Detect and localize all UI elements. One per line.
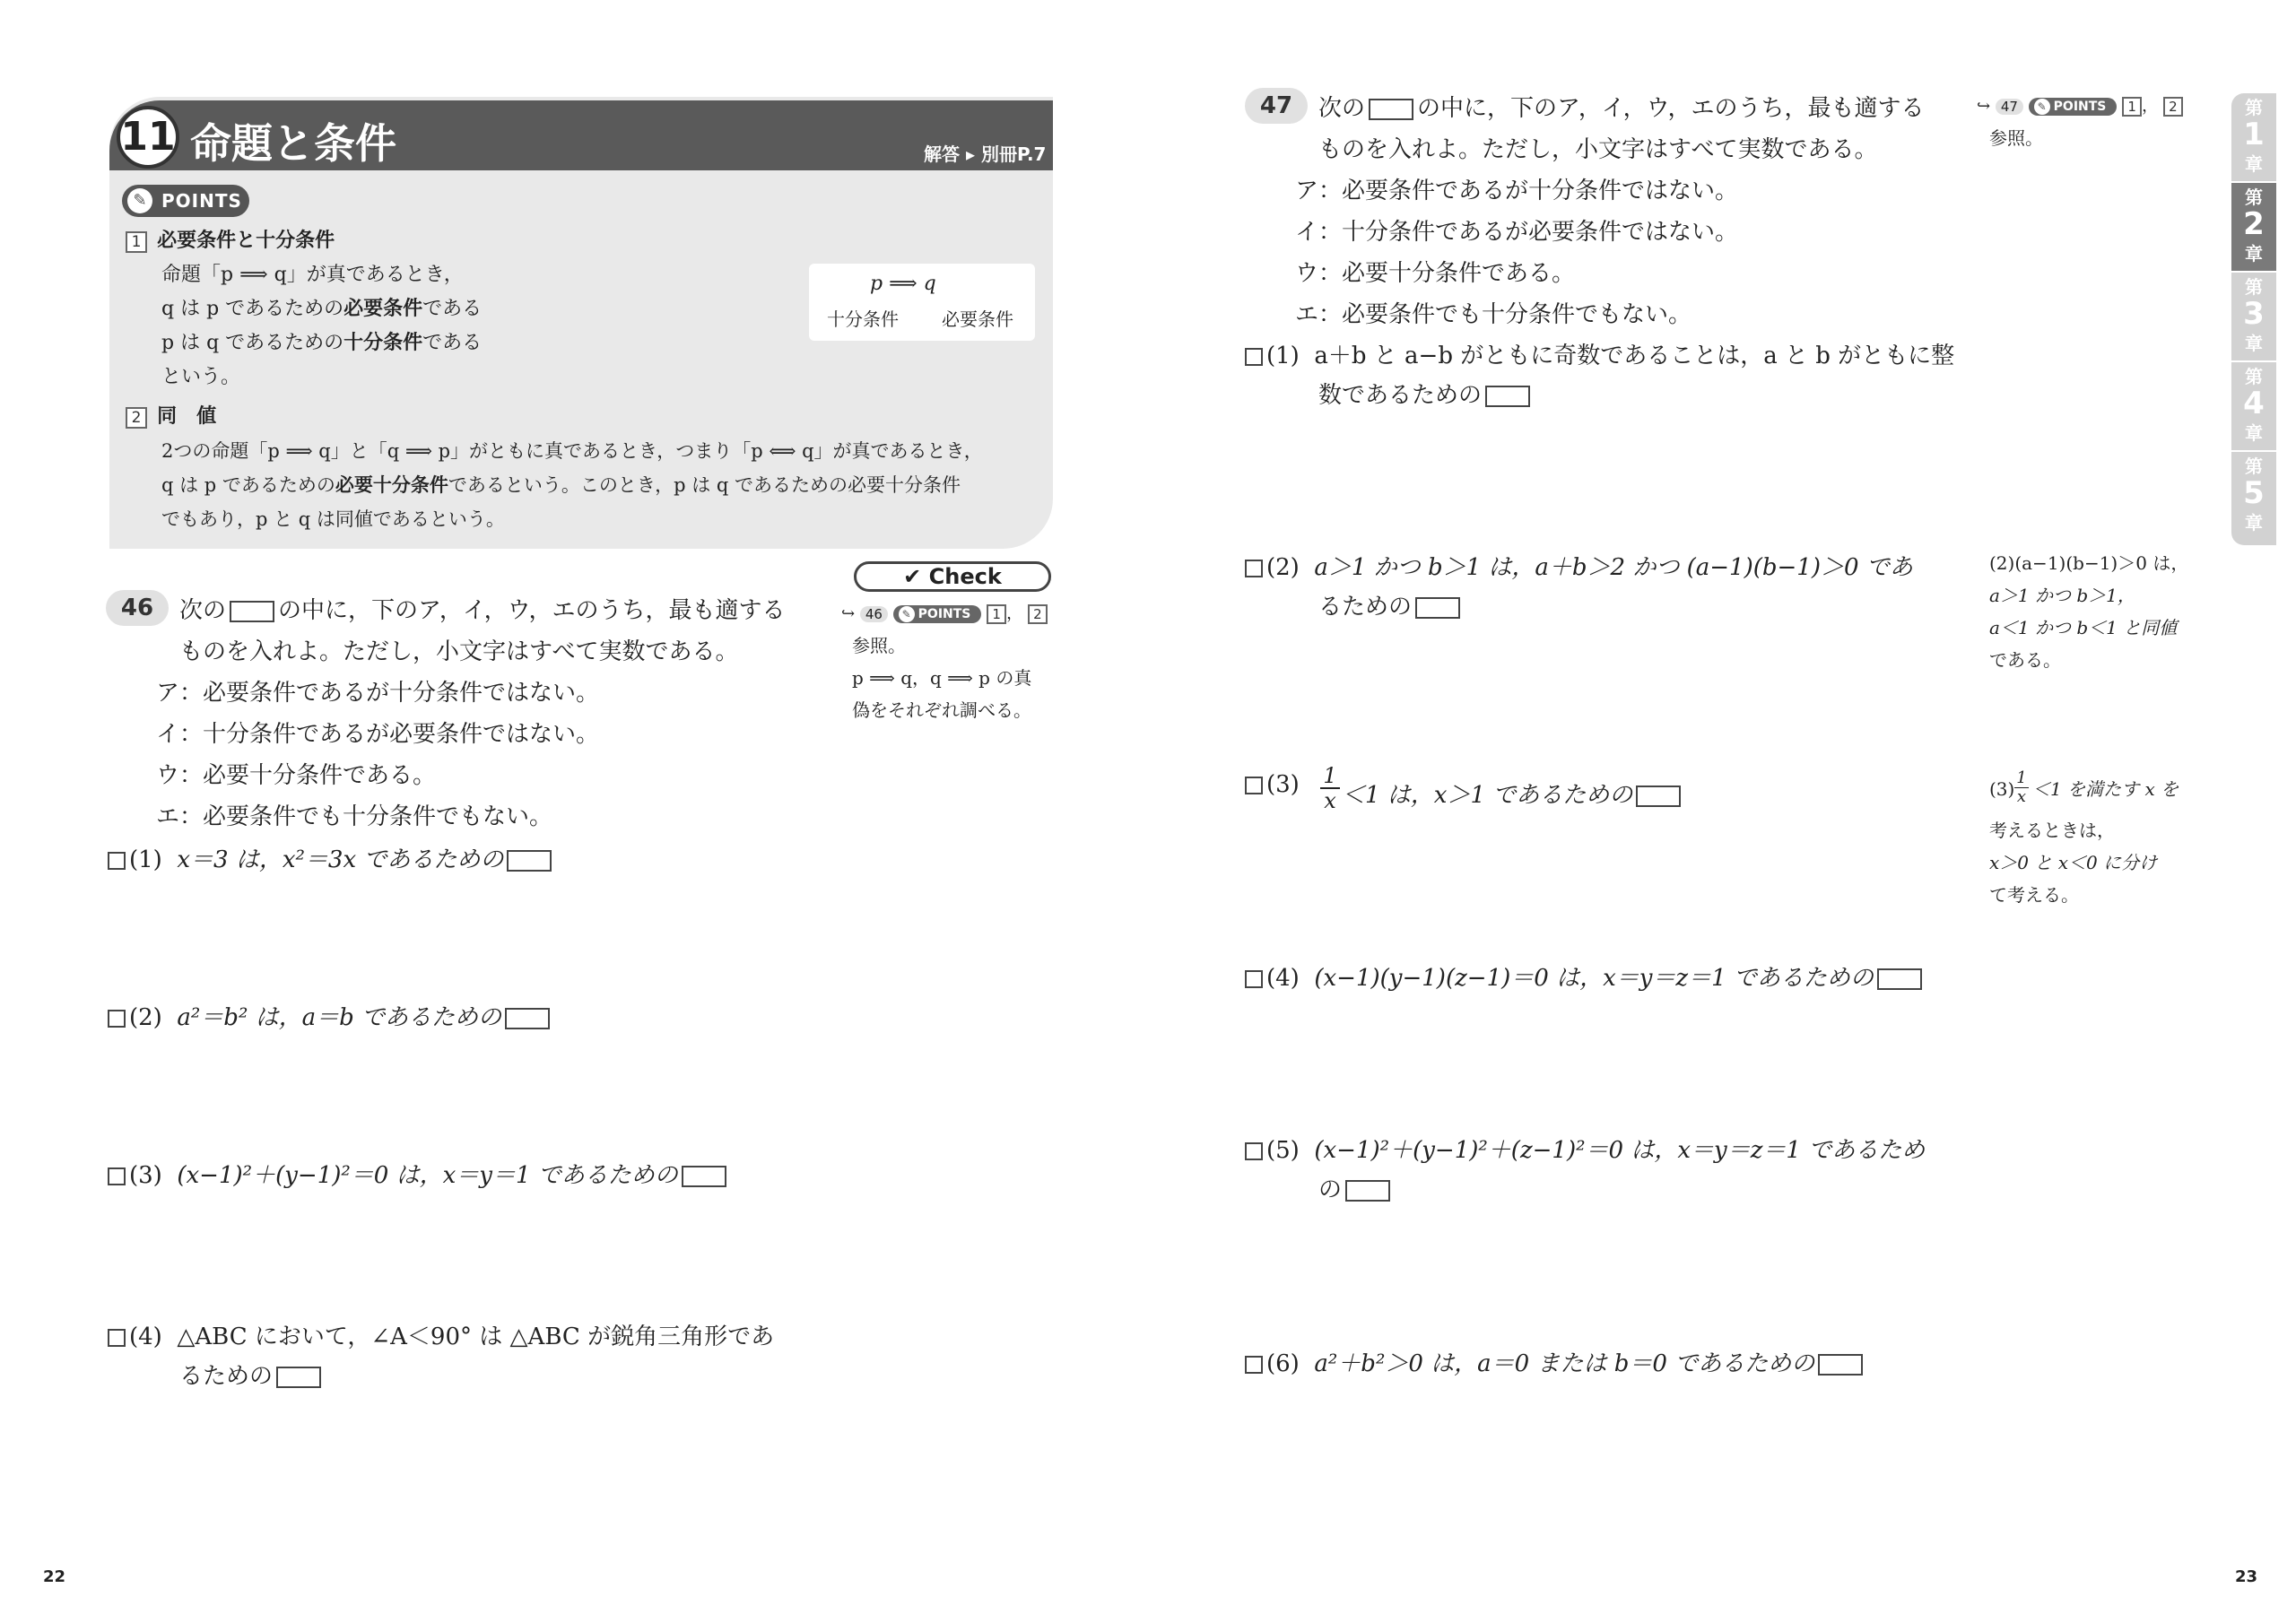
text: q は p であるための	[161, 474, 335, 496]
tab-kanji: 章	[2245, 422, 2263, 444]
p47-sankou: 参照。	[1989, 127, 2043, 149]
ref-points-text: POINTS	[918, 607, 971, 621]
answer-blank[interactable]	[1877, 968, 1922, 990]
item-1-line-2	[161, 292, 482, 326]
section-number: 11	[117, 106, 179, 169]
answer-blank	[1369, 99, 1413, 120]
checkbox[interactable]	[1245, 777, 1263, 794]
item-heading: 必要条件と十分条件	[157, 230, 335, 252]
text: 次の	[1318, 95, 1366, 122]
p46-option-c: ウ：必要十分条件である。	[156, 762, 437, 789]
p47-question-4	[1245, 959, 1926, 993]
sufficient-condition: 十分条件	[344, 332, 423, 354]
pencil-icon: ✎	[899, 606, 915, 622]
item-heading: 同 値	[157, 405, 217, 428]
p47-option-d: エ：必要条件でも十分条件でもない。	[1295, 301, 1692, 328]
p46-question-1	[108, 841, 555, 874]
p47-question-3	[1245, 771, 1314, 798]
item-2-line-1: 2つの命題「p ⟹ q」と「q ⟹ p」がともに真であるとき，つまり「p ⟺ q」が真であるとき，	[161, 440, 983, 462]
checkbox[interactable]	[1245, 560, 1263, 577]
question-label: (6)	[1266, 1350, 1300, 1377]
question-label: (1)	[129, 846, 162, 873]
text: 次の	[179, 597, 227, 624]
item-number: 1	[126, 231, 147, 253]
answer-blank[interactable]	[276, 1367, 321, 1388]
question-label: (5)	[1266, 1137, 1300, 1164]
p46-question-3	[108, 1157, 730, 1190]
text: の中に，下のア，イ，ウ，エのうち，最も適する	[278, 597, 786, 624]
ref-points-text: POINTS	[2053, 100, 2107, 114]
answer-blank[interactable]	[1818, 1354, 1863, 1376]
tab-number: 4	[2243, 386, 2265, 421]
text: q は p であるための	[161, 298, 344, 320]
question-text: るための	[179, 1363, 274, 1390]
ref-points	[2029, 98, 2118, 116]
text: p は q であるための	[161, 332, 344, 354]
pencil-icon: ✎	[127, 188, 152, 213]
tab-kanji: 第	[2245, 456, 2263, 477]
p46-option-a: ア：必要条件であるが十分条件ではない。	[156, 680, 600, 707]
ref-num-2: 2	[2163, 97, 2183, 117]
necessary-sufficient-condition: 必要十分条件	[335, 474, 448, 496]
item-1-line-3	[161, 326, 482, 360]
checkbox[interactable]	[1245, 1142, 1263, 1160]
page-number-left: 22	[43, 1567, 66, 1586]
chapter-tab-3[interactable]	[2231, 273, 2276, 360]
question-text: (x−1)(y−1)(z−1)＝0 は，x＝y＝z＝1 であるための	[1314, 965, 1874, 992]
checkbox[interactable]	[108, 852, 126, 870]
answer-blank[interactable]	[1636, 785, 1681, 807]
item-1-line-4: という。	[161, 366, 241, 388]
p47-option-b: イ：十分条件であるが必要条件ではない。	[1295, 219, 1739, 246]
p47-option-a: ア：必要条件であるが十分条件ではない。	[1295, 178, 1739, 204]
question-label: (4)	[1266, 965, 1300, 992]
p46-question-4-cont	[179, 1358, 325, 1391]
p47-reference: ↪ 47 ✎ POINTS 1 ， 2	[1977, 93, 2183, 117]
text: であるという。このとき，p は q であるための必要十分条件	[448, 474, 961, 496]
checkbox[interactable]	[1245, 970, 1263, 988]
check-icon: ✔	[903, 564, 922, 589]
p47-note-3-line-1: ＜1 を満たす x を	[2032, 778, 2179, 800]
p47-q3-fraction	[1320, 764, 1340, 812]
section-title: 命題と条件	[190, 119, 396, 168]
question-label: (2)	[1266, 554, 1300, 581]
p47-note-3-prefix: (3)	[1989, 778, 2015, 800]
p46-intro-line-2: ものを入れよ。ただし，小文字はすべて実数である。	[179, 638, 739, 665]
item-2-line-2	[161, 468, 961, 502]
tab-kanji: 第	[2245, 366, 2263, 387]
answer-blank[interactable]	[1485, 386, 1530, 407]
p47-intro-line-1	[1318, 90, 1925, 123]
p47-note-3-line-4: て考える。	[1989, 884, 2079, 906]
problem-number-47: 47	[1245, 88, 1308, 124]
p47-question-1-cont	[1318, 377, 1534, 410]
arrow-icon: ↪	[1977, 97, 1991, 116]
item-2-line-3: でもあり，p と q は同値であるという。	[161, 508, 505, 530]
chapter-tab-4[interactable]	[2231, 362, 2276, 450]
arrow-icon: ↪	[841, 604, 856, 623]
fraction-denominator: x	[1324, 788, 1336, 813]
points-item-2	[126, 400, 216, 434]
p47-question-2	[1245, 549, 1913, 582]
ref-problem-number: 47	[1996, 99, 2023, 115]
page-number-right: 23	[2235, 1567, 2258, 1586]
answer-reference: 解答 ▸ 別冊P.7	[924, 143, 1047, 165]
check-label	[854, 561, 1051, 592]
p47-note-2-line-2: a＞1 かつ b＞1，	[1989, 585, 2135, 606]
checkbox[interactable]	[108, 1329, 126, 1347]
question-label: (3)	[1266, 771, 1300, 798]
p47-note-3-line-2: 考えるときは，	[1989, 820, 2115, 841]
pencil-icon: ✎	[2034, 99, 2050, 115]
p46-question-2	[108, 999, 553, 1032]
tab-number: 5	[2243, 475, 2265, 511]
p47-note-2-line-3: a＜1 かつ b＜1 と同値	[1989, 617, 2178, 638]
tab-number: 3	[2243, 296, 2265, 332]
p47-question-3-text	[1342, 777, 1684, 810]
p47-note-2-line-4: である。	[1989, 649, 2061, 671]
answer-blank[interactable]	[1345, 1180, 1390, 1202]
fraction-numerator: 1	[2014, 769, 2029, 788]
check-reference: ↪ 46 ✎ POINTS 1 ， 2	[841, 601, 1048, 624]
checkbox[interactable]	[108, 1010, 126, 1028]
question-text: の	[1318, 1176, 1343, 1203]
text: である	[422, 332, 483, 354]
p47-question-2-cont	[1318, 588, 1464, 621]
tab-kanji: 章	[2245, 243, 2263, 265]
ref-num-2: 2	[1028, 604, 1048, 624]
diagram-implication: p ⟹ q	[870, 273, 936, 295]
chapter-tab-1[interactable]	[2231, 93, 2276, 181]
p46-question-4	[108, 1318, 774, 1351]
fraction-denominator: x	[2016, 787, 2027, 806]
question-text: るための	[1318, 594, 1413, 621]
question-text: ＜1 は，x＞1 であるための	[1342, 782, 1633, 809]
p47-question-5-cont	[1318, 1171, 1394, 1204]
p47-intro-line-2: ものを入れよ。ただし，小文字はすべて実数である。	[1318, 136, 1878, 163]
check-note-1: p ⟹ q，q ⟹ p の真	[852, 667, 1032, 689]
p47-question-5	[1245, 1132, 1925, 1165]
question-text: x＝3 は，x²＝3x であるための	[177, 846, 504, 873]
tab-kanji: 第	[2245, 187, 2263, 208]
question-text: (x−1)²＋(y−1)²＝0 は，x＝y＝1 であるための	[177, 1162, 678, 1189]
p47-note-2-line-1: (2)(a−1)(b−1)＞0 は，	[1989, 552, 2189, 574]
question-label: (4)	[129, 1324, 162, 1350]
answer-blank	[230, 601, 274, 622]
ref-problem-number: 46	[860, 606, 888, 622]
answer-blank[interactable]	[682, 1166, 726, 1187]
text: である	[422, 298, 483, 320]
p47-question-6	[1245, 1345, 1866, 1378]
p46-intro-line-1	[179, 592, 786, 625]
diagram-necessary: 必要条件	[942, 308, 1013, 330]
question-text: a＞1 かつ b＞1 は，a＋b＞2 かつ (a−1)(b−1)＞0 であ	[1314, 554, 1913, 581]
question-text: a²＝b² は，a＝b であるための	[177, 1004, 502, 1031]
question-label: (3)	[129, 1162, 162, 1189]
chapter-tab-2[interactable]	[2231, 183, 2276, 271]
question-text: (x−1)²＋(y−1)²＋(z−1)²＝0 は，x＝y＝z＝1 であるため	[1314, 1137, 1926, 1164]
tab-number: 1	[2243, 117, 2265, 152]
p47-note-3-fraction	[2014, 769, 2029, 806]
p46-option-b: イ：十分条件であるが必要条件ではない。	[156, 721, 600, 748]
tab-kanji: 章	[2245, 153, 2263, 175]
checkbox[interactable]	[1245, 1356, 1263, 1374]
question-text: 数であるための	[1318, 382, 1483, 409]
checkbox[interactable]	[1245, 348, 1263, 366]
question-text: a＋b と a−b がともに奇数であることは，a と b がともに整	[1314, 343, 1955, 369]
question-label: (2)	[129, 1004, 162, 1031]
problem-number-46: 46	[106, 590, 169, 626]
necessary-condition: 必要条件	[344, 298, 423, 320]
checkbox[interactable]	[108, 1167, 126, 1185]
fraction-numerator: 1	[1320, 764, 1340, 789]
question-text: a²＋b²＞0 は，a＝0 または b＝0 であるための	[1314, 1350, 1815, 1377]
tab-kanji: 第	[2245, 276, 2263, 298]
tab-number: 2	[2243, 206, 2265, 242]
tab-kanji: 第	[2245, 97, 2263, 118]
p47-question-1	[1245, 337, 1954, 370]
check-sankou: 参照。	[852, 635, 906, 656]
answer-blank[interactable]	[507, 850, 552, 872]
check-note-2: 偽をそれぞれ調べる。	[852, 699, 1031, 721]
points-item-1	[126, 224, 335, 258]
item-1-line-1: 命題「p ⟹ q」が真であるとき，	[161, 264, 464, 286]
question-text: △ABC において，∠A＜90° は △ABC が鋭角三角形であ	[177, 1324, 775, 1350]
check-text: Check	[928, 564, 1002, 589]
item-number: 2	[126, 407, 147, 429]
p46-option-d: エ：必要条件でも十分条件でもない。	[156, 803, 553, 830]
answer-blank[interactable]	[1415, 597, 1460, 619]
chapter-tab-5[interactable]	[2231, 452, 2276, 545]
tab-kanji: 章	[2245, 512, 2263, 534]
ref-num-1: 1	[987, 604, 1006, 624]
diagram-sufficient: 十分条件	[827, 308, 899, 330]
tab-kanji: 章	[2245, 333, 2263, 354]
ref-num-1: 1	[2122, 97, 2142, 117]
p47-option-c: ウ：必要十分条件である。	[1295, 260, 1576, 287]
text: の中に，下のア，イ，ウ，エのうち，最も適する	[1417, 95, 1925, 122]
p47-note-3-line-3: x＞0 と x＜0 に分け	[1989, 852, 2158, 873]
ref-points	[893, 605, 982, 623]
question-label: (1)	[1266, 343, 1300, 369]
points-label: POINTS	[122, 185, 249, 217]
answer-blank[interactable]	[505, 1008, 550, 1029]
